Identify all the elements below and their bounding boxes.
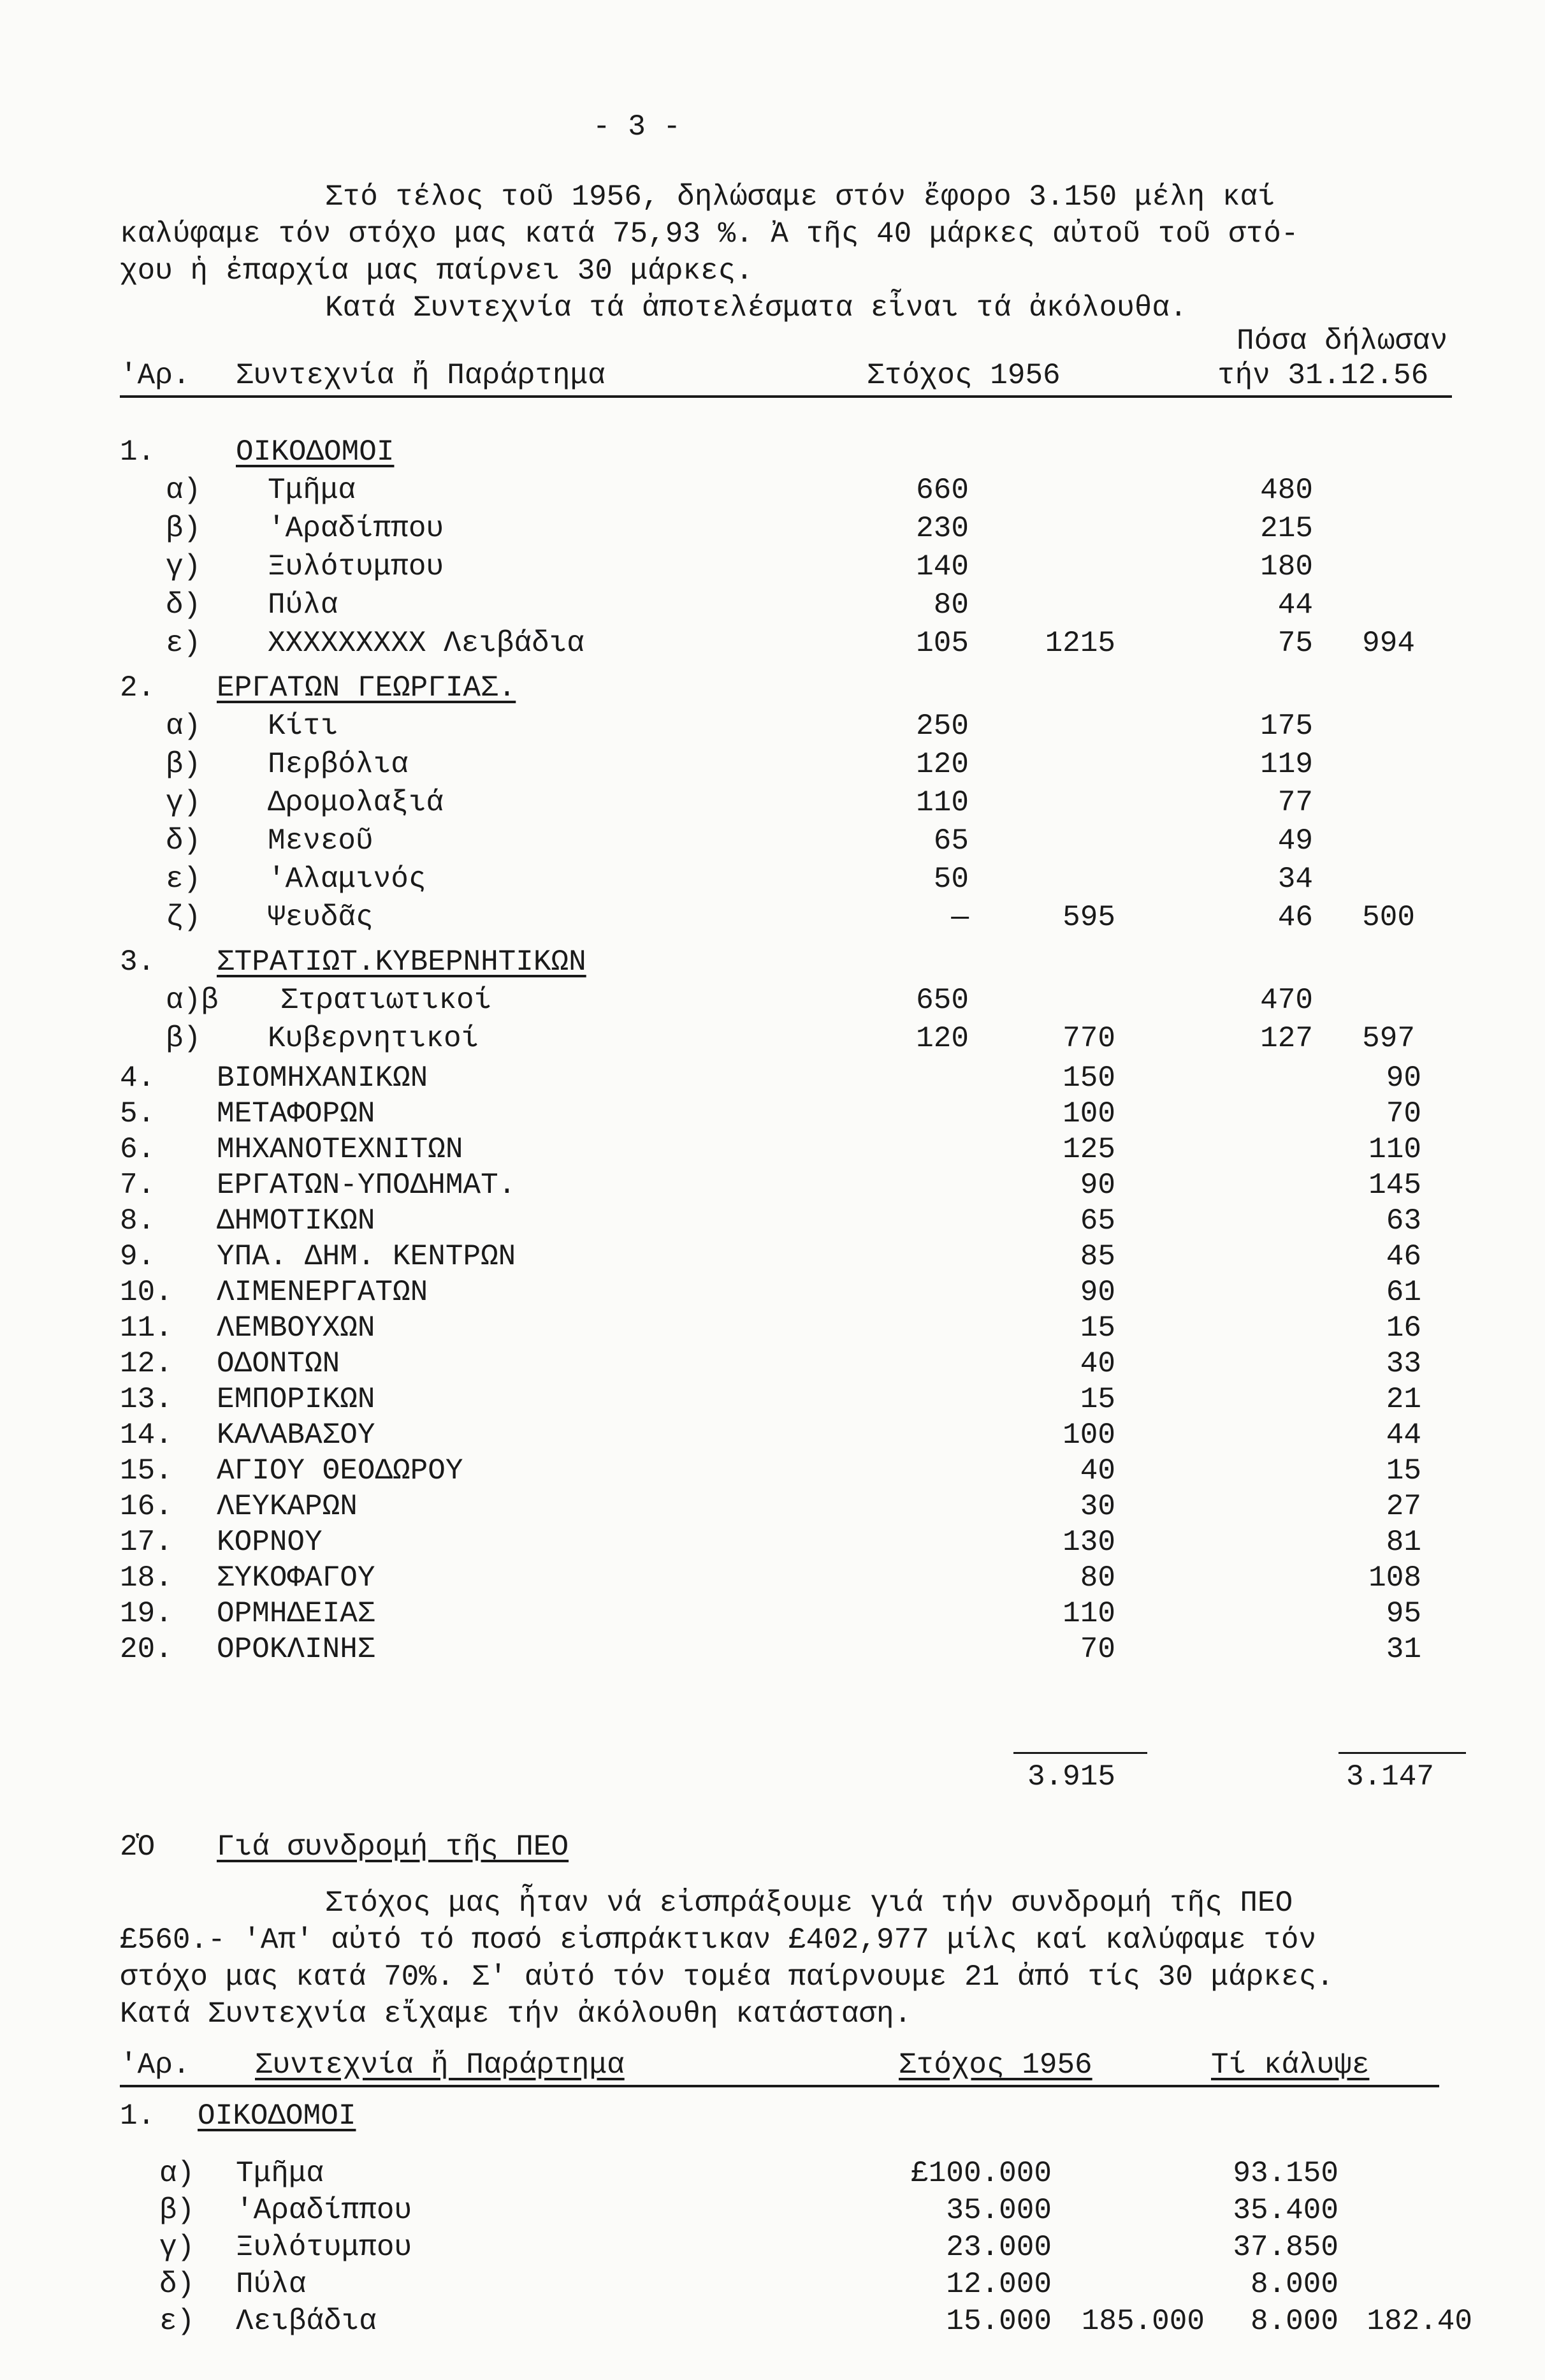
- row-name: ΜΗΧΑΝΟΤΕΧΝΙΤΩΝ: [217, 1133, 463, 1166]
- item-target: 140: [916, 550, 969, 583]
- item-declared: 215: [1260, 512, 1313, 545]
- item-name: Πύλα: [268, 588, 338, 622]
- row-declared: 63: [1386, 1204, 1421, 1237]
- row-number: 8.: [120, 1204, 156, 1237]
- item-declared: 470: [1260, 984, 1313, 1017]
- item-target: 650: [916, 984, 969, 1017]
- item-covered: 8.000: [1250, 2268, 1338, 2301]
- row-name: ΟΔΟΝΤΩΝ: [217, 1347, 340, 1380]
- item-declared: 127: [1260, 1022, 1313, 1055]
- row-declared: 15: [1386, 1454, 1421, 1487]
- row-declared: 145: [1368, 1169, 1421, 1202]
- row-number: 11.: [120, 1311, 173, 1345]
- item-name: Περβόλια: [268, 748, 409, 781]
- row-name: ΟΡΜΗΔΕΙΑΣ: [217, 1597, 375, 1630]
- item-target: 12.000: [946, 2268, 1052, 2301]
- item-letter: ε): [166, 627, 201, 660]
- row-target: 150: [1063, 1062, 1115, 1095]
- table1-header-extra: Πόσα δήλωσαν: [1237, 325, 1448, 358]
- row-number: 7.: [120, 1169, 156, 1202]
- item-target: 35.000: [946, 2194, 1052, 2227]
- row-target: 70: [1080, 1633, 1115, 1666]
- row-declared: 33: [1386, 1347, 1421, 1380]
- item-covered: 35.400: [1233, 2194, 1338, 2227]
- group-declared-subtotal: 597: [1362, 1022, 1415, 1055]
- table2-col-ar: 'Αρ.: [120, 2048, 191, 2082]
- row-declared: 70: [1386, 1097, 1421, 1130]
- row-number: 17.: [120, 1526, 173, 1559]
- item-covered: 37.850: [1233, 2231, 1338, 2264]
- item-name: Τμῆμα: [268, 474, 356, 507]
- row-declared: 61: [1386, 1276, 1421, 1309]
- row-name: ΒΙΟΜΗΧΑΝΙΚΩΝ: [217, 1062, 428, 1095]
- item-letter: γ): [166, 786, 201, 819]
- item-letter: β): [166, 1022, 201, 1055]
- item-target: 105: [916, 627, 969, 660]
- item-name: Ξυλότυμπου: [236, 2231, 412, 2264]
- row-name: ΔΗΜΟΤΙΚΩΝ: [217, 1204, 375, 1237]
- item-name: Ψευδᾶς: [268, 901, 374, 934]
- table2-header-rule: [120, 2085, 1439, 2087]
- item-name: ΧΧΧΧΧΧΧΧΧ Λειβάδια: [268, 627, 584, 660]
- group-covered-subtotal: 182.40: [1367, 2305, 1472, 2338]
- row-number: 19.: [120, 1597, 173, 1630]
- row-declared: 16: [1386, 1311, 1421, 1345]
- group-declared-subtotal: 500: [1362, 901, 1415, 934]
- group-number: 2.: [120, 671, 156, 705]
- row-declared: 108: [1368, 1561, 1421, 1595]
- item-declared: 119: [1260, 748, 1313, 781]
- group-title: ΣΤΡΑΤΙΩΤ.ΚΥΒΕΡΝΗΤΙΚΩΝ: [217, 945, 586, 979]
- item-letter: δ): [166, 588, 201, 622]
- section2-title: Γιά συνδρομή τῆς ΠΕΟ: [217, 1830, 569, 1864]
- table1-col-declared: τήν 31.12.56: [1217, 359, 1429, 392]
- item-target: 80: [933, 588, 969, 622]
- section2-line-3: στόχο μας κατά 70%. Σ' αὐτό τόν τομέα παίρνουμε 21 ἀπό τίς 30 μάρκες.: [120, 1960, 1334, 1994]
- table2-col-target: Στόχος 1956: [899, 2048, 1092, 2082]
- item-target: 15.000: [946, 2305, 1052, 2338]
- item-target: 23.000: [946, 2231, 1052, 2264]
- item-letter: δ): [159, 2268, 195, 2301]
- item-declared: 44: [1277, 588, 1313, 622]
- item-letter: β): [166, 512, 201, 545]
- item-target: 120: [916, 748, 969, 781]
- row-number: 14.: [120, 1419, 173, 1452]
- row-declared: 81: [1386, 1526, 1421, 1559]
- row-declared: 110: [1368, 1133, 1421, 1166]
- item-declared: 77: [1277, 786, 1313, 819]
- row-target: 130: [1063, 1526, 1115, 1559]
- item-letter: ζ): [166, 901, 201, 934]
- section2-line-4: Κατά Συντεχνία εἴχαμε τήν ἀκόλουθη κατάσταση.: [120, 1997, 912, 2031]
- item-name: Λειβάδια: [236, 2305, 377, 2338]
- table1-col-target: Στόχος 1956: [867, 359, 1061, 392]
- item-letter: α)β: [166, 984, 219, 1017]
- item-letter: ε): [166, 863, 201, 896]
- row-name: ΟΡΟΚΛΙΝΗΣ: [217, 1633, 375, 1666]
- group-declared-subtotal: 994: [1362, 627, 1415, 660]
- item-name: Μενεοῦ: [268, 824, 374, 858]
- row-target: 15: [1080, 1311, 1115, 1345]
- table2-group-num: 1.: [120, 2099, 156, 2133]
- item-target: 110: [916, 786, 969, 819]
- item-name: Στρατιωτικοί: [280, 984, 492, 1017]
- item-letter: δ): [166, 824, 201, 858]
- table2-group-title: ΟΙΚΟΔΟΜΟΙ: [198, 2099, 356, 2133]
- row-name: ΣΥΚΟΦΑΓΟΥ: [217, 1561, 375, 1595]
- table1-total-target: 3.915: [1027, 1760, 1115, 1793]
- row-name: ΛΕΜΒΟΥΧΩΝ: [217, 1311, 375, 1345]
- row-target: 40: [1080, 1454, 1115, 1487]
- table1-header-rule: [120, 395, 1452, 398]
- item-letter: γ): [159, 2231, 195, 2264]
- item-declared: 34: [1277, 863, 1313, 896]
- section2-line-1: Στόχος μας ἦταν νά εἰσπράξουμε γιά τήν συνδρομή τῆς ΠΕΟ: [325, 1887, 1293, 1920]
- item-name: Τμῆμα: [236, 2157, 324, 2190]
- row-name: ΕΜΠΟΡΙΚΩΝ: [217, 1383, 375, 1416]
- row-number: 5.: [120, 1097, 156, 1130]
- table1-total-rule-declared: [1338, 1752, 1466, 1754]
- intro-line-4: Κατά Συντεχνία τά ἀποτελέσματα εἶναι τά ἀκόλουθα.: [325, 291, 1187, 325]
- row-target: 65: [1080, 1204, 1115, 1237]
- row-number: 10.: [120, 1276, 173, 1309]
- row-declared: 21: [1386, 1383, 1421, 1416]
- item-letter: ε): [159, 2305, 195, 2338]
- table2-col-name: Συντεχνία ἤ Παράρτημα: [255, 2048, 625, 2082]
- item-letter: α): [166, 474, 201, 507]
- table1-col-name: Συντεχνία ἤ Παράρτημα: [236, 359, 606, 392]
- item-name: Κυβερνητικοί: [268, 1022, 479, 1055]
- item-target: —: [951, 901, 969, 934]
- row-target: 30: [1080, 1490, 1115, 1523]
- item-declared: 49: [1277, 824, 1313, 858]
- intro-line-3: χου ἡ ἐπαρχία μας παίρνει 30 μάρκες.: [120, 254, 753, 288]
- row-target: 90: [1080, 1169, 1115, 1202]
- row-name: ΜΕΤΑΦΟΡΩΝ: [217, 1097, 375, 1130]
- item-name: 'Αραδίππου: [236, 2194, 412, 2227]
- page-number: - 3 -: [593, 110, 681, 143]
- table1-total-declared: 3.147: [1346, 1760, 1434, 1793]
- item-letter: α): [166, 710, 201, 743]
- item-covered: 93.150: [1233, 2157, 1338, 2190]
- row-target: 100: [1063, 1419, 1115, 1452]
- item-target: 65: [933, 824, 969, 858]
- item-letter: α): [159, 2157, 195, 2190]
- row-number: 18.: [120, 1561, 173, 1595]
- row-declared: 46: [1386, 1240, 1421, 1273]
- group-title: ΕΡΓΑΤΩΝ ΓΕΩΡΓΙΑΣ.: [217, 671, 516, 705]
- row-declared: 90: [1386, 1062, 1421, 1095]
- row-name: ΕΡΓΑΤΩΝ-ΥΠΟΔΗΜΑΤ.: [217, 1169, 516, 1202]
- row-name: ΛΙΜΕΝΕΡΓΑΤΩΝ: [217, 1276, 428, 1309]
- item-target: £100.000: [911, 2157, 1052, 2190]
- row-target: 85: [1080, 1240, 1115, 1273]
- group-target-subtotal: 1215: [1045, 627, 1115, 660]
- row-declared: 95: [1386, 1597, 1421, 1630]
- row-declared: 27: [1386, 1490, 1421, 1523]
- row-name: ΥΠΑ. ΔΗΜ. ΚΕΝΤΡΩΝ: [217, 1240, 516, 1273]
- item-target: 660: [916, 474, 969, 507]
- row-target: 15: [1080, 1383, 1115, 1416]
- item-name: 'Αραδίππου: [268, 512, 444, 545]
- row-name: ΚΑΛΑΒΑΣΟΥ: [217, 1419, 375, 1452]
- row-name: ΚΟΡΝΟΥ: [217, 1526, 323, 1559]
- row-target: 110: [1063, 1597, 1115, 1630]
- table1-col-ar: 'Αρ.: [120, 359, 191, 392]
- intro-line-1: Στό τέλος τοῦ 1956, δηλώσαμε στόν ἔφορο 3.150 μέλη καί: [325, 180, 1275, 214]
- row-number: 16.: [120, 1490, 173, 1523]
- group-number: 1.: [120, 435, 156, 469]
- row-target: 125: [1063, 1133, 1115, 1166]
- section2-num: 2Ὁ: [120, 1830, 156, 1864]
- table1-total-rule-target: [1013, 1752, 1147, 1754]
- item-name: 'Αλαμινός: [268, 863, 426, 896]
- group-target-subtotal: 185.000: [1081, 2305, 1205, 2338]
- item-declared: 480: [1260, 474, 1313, 507]
- item-target: 120: [916, 1022, 969, 1055]
- row-number: 15.: [120, 1454, 173, 1487]
- item-target: 50: [933, 863, 969, 896]
- item-letter: β): [166, 748, 201, 781]
- row-target: 40: [1080, 1347, 1115, 1380]
- section2-line-2: £560.- 'Απ' αὐτό τό ποσό εἰσπράκτικαν £402,977 μίλς καί καλύφαμε τόν: [120, 1924, 1317, 1957]
- row-target: 80: [1080, 1561, 1115, 1595]
- item-declared: 180: [1260, 550, 1313, 583]
- row-declared: 44: [1386, 1419, 1421, 1452]
- row-name: ΑΓΙΟΥ ΘΕΟΔΩΡΟΥ: [217, 1454, 463, 1487]
- row-target: 100: [1063, 1097, 1115, 1130]
- item-name: Ξυλότυμπου: [268, 550, 444, 583]
- item-declared: 75: [1277, 627, 1313, 660]
- group-title: ΟΙΚΟΔΟΜΟΙ: [236, 435, 395, 469]
- row-number: 13.: [120, 1383, 173, 1416]
- row-number: 12.: [120, 1347, 173, 1380]
- row-number: 6.: [120, 1133, 156, 1166]
- item-target: 230: [916, 512, 969, 545]
- group-target-subtotal: 770: [1063, 1022, 1115, 1055]
- group-target-subtotal: 595: [1063, 901, 1115, 934]
- row-number: 4.: [120, 1062, 156, 1095]
- row-number: 9.: [120, 1240, 156, 1273]
- item-name: Πύλα: [236, 2268, 307, 2301]
- item-letter: β): [159, 2194, 195, 2227]
- item-declared: 46: [1277, 901, 1313, 934]
- table2-col-covered: Τί κάλυψε: [1211, 2048, 1370, 2082]
- row-name: ΛΕΥΚΑΡΩΝ: [217, 1490, 358, 1523]
- group-number: 3.: [120, 945, 156, 979]
- item-declared: 175: [1260, 710, 1313, 743]
- item-target: 250: [916, 710, 969, 743]
- item-covered: 8.000: [1250, 2305, 1338, 2338]
- item-letter: γ): [166, 550, 201, 583]
- intro-line-2: καλύφαμε τόν στόχο μας κατά 75,93 %. Ἀ τῆς 40 μάρκες αὐτοῦ τοῦ στό-: [120, 217, 1299, 251]
- row-number: 20.: [120, 1633, 173, 1666]
- row-declared: 31: [1386, 1633, 1421, 1666]
- item-name: Κίτι: [268, 710, 338, 743]
- item-name: Δρομολαξιά: [268, 786, 444, 819]
- row-target: 90: [1080, 1276, 1115, 1309]
